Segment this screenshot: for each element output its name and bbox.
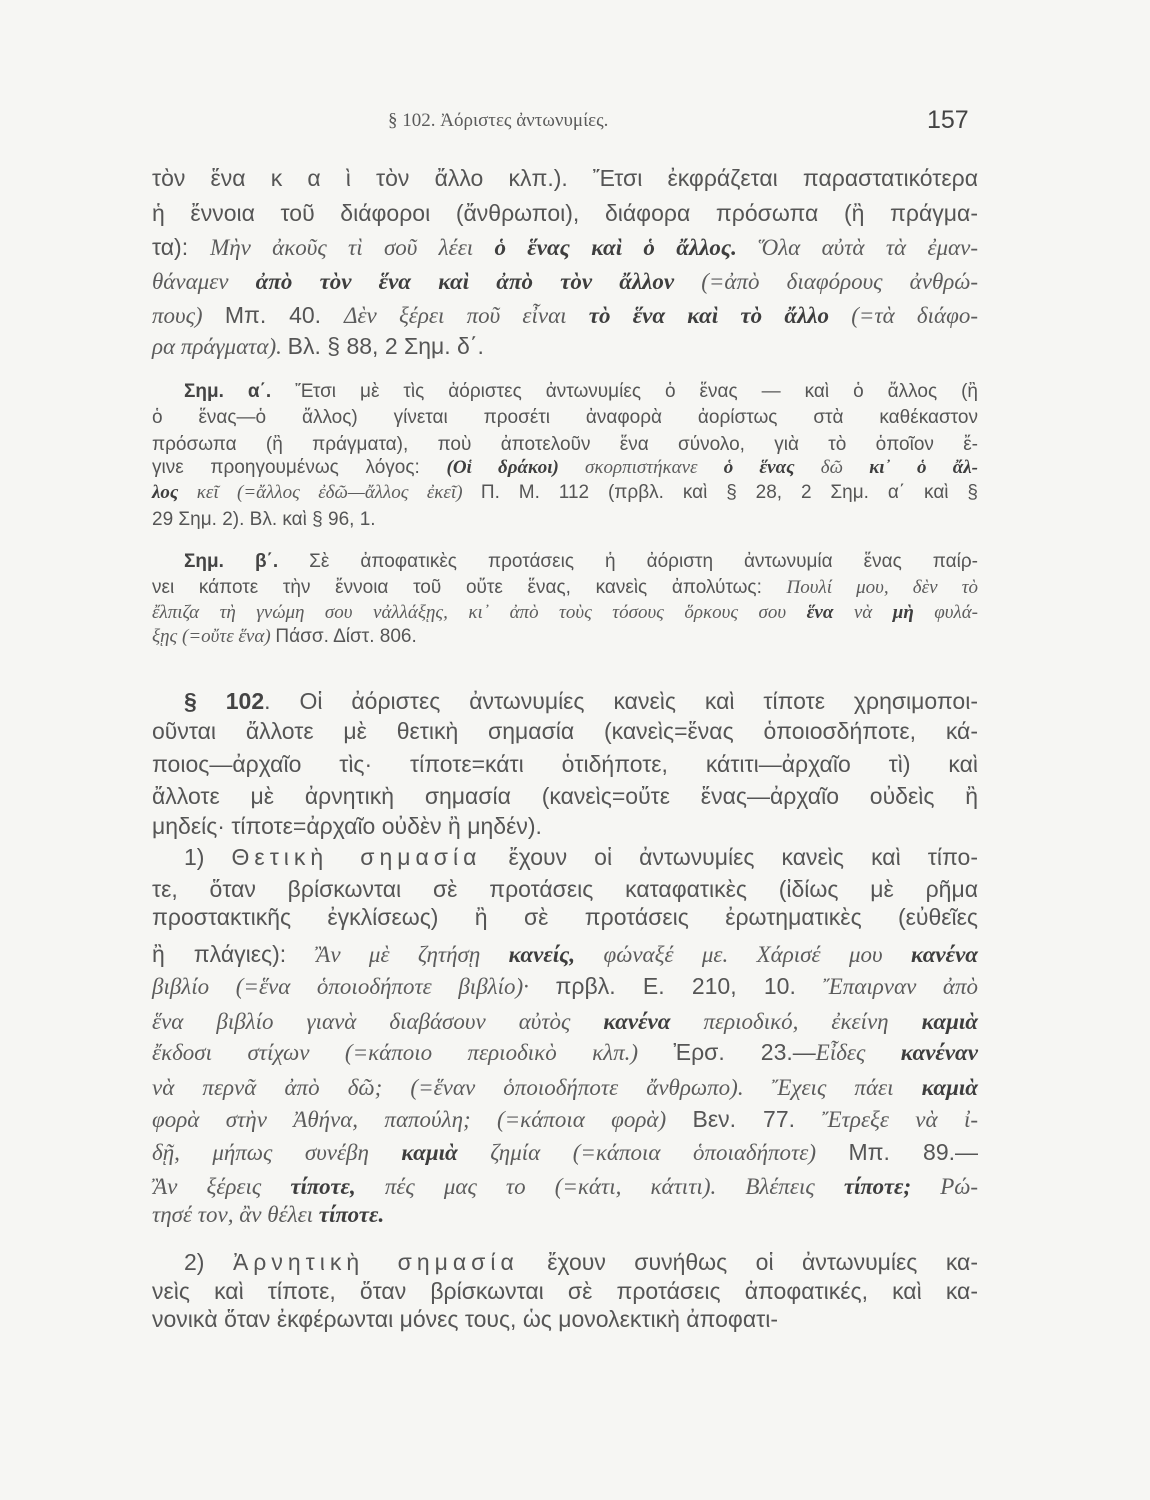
text-line bbox=[152, 941, 978, 969]
text-line bbox=[184, 844, 978, 872]
text-segment: πρβλ. Ε. 210, 10. bbox=[555, 973, 824, 999]
italic-text: θάναμεν bbox=[152, 269, 256, 294]
text-segment: τε, ὅταν βρίσκωνται σὲ προτάσεις καταφατικὲς (ἰδίως μὲ ρῆμα bbox=[152, 876, 978, 902]
italic-text: ἔκδοσι στίχων (=κάποιο περιοδικὸ κλπ.) bbox=[152, 1040, 674, 1065]
text-segment: τα): bbox=[152, 234, 211, 260]
text-segment: τὸν ἕνα κ α ὶ τὸν ἄλλο κλπ.). Ἔτσι ἐκφράζεται παραστατικότερα bbox=[152, 165, 978, 191]
bold-text: (Οἱ δράκοι) bbox=[446, 456, 586, 478]
italic-text: Δὲν ξέρει ποῦ εἶναι bbox=[343, 303, 589, 328]
bold-text: καμιὰ bbox=[921, 1009, 979, 1034]
note-line bbox=[152, 577, 978, 600]
italic-text: ζημία (=κάποια ὁποιαδήποτε) bbox=[490, 1140, 849, 1165]
note-line bbox=[152, 602, 978, 625]
bold-text: κι᾽ ὁ ἄλ- bbox=[869, 456, 978, 478]
text-line bbox=[152, 876, 978, 904]
italic-text: νὰ bbox=[853, 601, 893, 623]
italic-text: Ἔτρεξε νὰ ἰ- bbox=[822, 1107, 978, 1132]
text-line bbox=[152, 1008, 978, 1036]
text-line bbox=[152, 1278, 978, 1306]
italic-text: βιβλίο (=ἕνα ὁποιοδήποτε βιβλίο)· bbox=[152, 974, 556, 999]
italic-text: Ἂν ξέρεις bbox=[152, 1174, 291, 1199]
text-line bbox=[152, 1306, 978, 1334]
text-segment: Μπ. 89.— bbox=[848, 1139, 979, 1165]
italic-text: ρα πράγματα). bbox=[152, 334, 288, 359]
italic-text: φώναξέ με. Χάρισέ μου bbox=[603, 942, 911, 967]
note-line bbox=[152, 434, 978, 457]
running-header-title: § 102. Ἀόριστες ἀντωνυμίες. bbox=[388, 110, 609, 131]
text-segment: οῦνται ἄλλοτε μὲ θετικὴ σημασία (κανεὶς=ἕνας ὁποιοσδήποτε, κά- bbox=[152, 718, 978, 744]
text-line bbox=[152, 200, 978, 228]
text-line bbox=[152, 904, 978, 932]
text-segment: προστακτικῆς ἐγκλίσεως) ἢ σὲ προτάσεις ἐρωτηματικὲς (εὐθεῖες bbox=[152, 904, 978, 930]
text-segment: ἔχουν οἱ ἀντωνυμίες κανεὶς καὶ τίπο- bbox=[481, 844, 978, 870]
text-segment: Π. Μ. 112 (πρβλ. καὶ § 28, 2 Σημ. α΄ καὶ § bbox=[480, 481, 978, 503]
note-line bbox=[184, 381, 978, 404]
bold-text: τὸ ἕνα καὶ τὸ ἄλλο bbox=[588, 303, 852, 328]
italic-text: πές μας το (=κάτι, κάτιτι). Βλέπεις bbox=[384, 1174, 844, 1199]
text-segment: 2) bbox=[184, 1249, 233, 1275]
italic-text: τησέ τον, ἂν θέλει bbox=[152, 1202, 319, 1227]
text-segment: νει κάποτε τὴν ἔννοια τοῦ οὔτε ἕνας, κανεὶς ἀπολύτως: bbox=[152, 576, 787, 598]
text-line bbox=[152, 718, 978, 746]
text-line bbox=[152, 1201, 978, 1229]
italic-text: ἔλπιζα τὴ γνώμη σου νἀλλάξῃς, κι᾽ ἀπὸ τοὺς τόσους ὅρκους σου bbox=[152, 601, 807, 623]
text-segment: γινε προηγουμένως λόγος: bbox=[152, 456, 447, 478]
text-segment: Μπ. 40. bbox=[224, 302, 344, 328]
text-line bbox=[152, 1139, 978, 1167]
text-segment: Σὲ ἀποφατικὲς προτάσεις ἡ ἀόριστη ἀντωνυμία ἕνας παίρ- bbox=[309, 550, 978, 572]
text-segment: νεὶς καὶ τίποτε, ὅταν βρίσκωνται σὲ προτάσεις ἀποφατικές, καὶ κα- bbox=[152, 1278, 978, 1304]
text-segment: 1) bbox=[184, 844, 232, 870]
note-line bbox=[184, 551, 978, 574]
italic-text: Ρώ- bbox=[940, 1174, 978, 1199]
text-line bbox=[152, 1173, 978, 1201]
bold-text: τίποτε, bbox=[290, 1174, 385, 1199]
text-line bbox=[152, 302, 978, 330]
italic-text: δῇ, μήπως συνέβη bbox=[152, 1140, 402, 1165]
note-line bbox=[152, 482, 978, 505]
text-segment: Βλ. § 88, 2 Σημ. δ΄. bbox=[287, 333, 484, 359]
text-segment: Θετικὴ σημασία bbox=[231, 844, 482, 870]
text-segment: ἡ ἔννοια τοῦ διάφοροι (ἄνθρωποι), διάφορα πρόσωπα (ἢ πράγμα- bbox=[152, 200, 978, 226]
italic-text: Μὴν ἀκοῦς τὶ σοῦ λέει bbox=[210, 235, 495, 260]
text-line bbox=[152, 813, 978, 841]
italic-text: νὰ περνᾶ ἀπὸ δῶ; (=ἕναν ὁποιοδήποτε ἄνθρωπο). Ἔχεις πάει bbox=[152, 1075, 922, 1100]
page-number: 157 bbox=[927, 106, 969, 134]
italic-text: Ἔπαιρναν ἀπὸ bbox=[823, 974, 978, 999]
text-segment: ἄλλοτε μὲ ἀρνητικὴ σημασία (κανεὶς=οὔτε ἕνας—ἀρχαῖο οὐδεὶς ἢ bbox=[152, 783, 978, 809]
text-segment: ὁ ἕνας—ὁ ἄλλος) γίνεται προσέτι ἀναφορὰ ἀορίστως στὰ καθέκαστον bbox=[152, 406, 978, 428]
text-segment: Ἐρσ. 23.— bbox=[673, 1039, 816, 1065]
note-line bbox=[152, 626, 978, 649]
text-segment: νονικὰ ὅταν ἐκφέρωνται μόνες τους, ὡς μονολεκτικὴ ἀποφατι- bbox=[152, 1306, 778, 1332]
bold-text: Σημ. α΄. bbox=[184, 380, 296, 402]
bold-text: κανείς, bbox=[508, 942, 604, 967]
note-line bbox=[152, 407, 978, 430]
text-line bbox=[184, 688, 978, 716]
italic-text: ξῃς (=οὔτε ἕνα) bbox=[152, 625, 276, 647]
text-line bbox=[152, 333, 978, 361]
bold-text: λος bbox=[152, 481, 197, 503]
bold-text: μὴ bbox=[892, 601, 935, 623]
bold-text: ἕνα bbox=[806, 601, 854, 623]
italic-text: περιοδικό, ἐκείνη bbox=[703, 1009, 922, 1034]
text-line bbox=[184, 1249, 978, 1277]
italic-text: (=ἀπὸ διαφόρους ἀνθρώ- bbox=[701, 269, 978, 294]
note-line bbox=[152, 457, 978, 480]
bold-text: τίποτε. bbox=[318, 1202, 385, 1227]
text-segment: . Οἱ ἀόριστες ἀντωνυμίες κανεὶς καὶ τίποτε χρησιμοποι- bbox=[264, 688, 978, 714]
italic-text: (=τὰ διάφο- bbox=[851, 303, 978, 328]
bold-text: § 102 bbox=[184, 688, 265, 714]
text-segment: 29 Σημ. 2). Βλ. καὶ § 96, 1. bbox=[152, 508, 376, 530]
bold-text: Σημ. β΄. bbox=[184, 550, 310, 572]
bold-text: ἀπὸ τὸν ἕνα καὶ ἀπὸ τὸν ἄλλον bbox=[255, 269, 702, 294]
text-segment: Πάσσ. Δίστ. 806. bbox=[275, 625, 417, 647]
text-line bbox=[152, 1106, 978, 1134]
bold-text: καμιὰ bbox=[401, 1140, 491, 1165]
text-line bbox=[152, 973, 978, 1001]
bold-text: ὁ ἕνας bbox=[723, 456, 821, 478]
text-segment: μηδείς· τίποτε=ἀρχαῖο οὐδὲν ἢ μηδέν). bbox=[152, 813, 542, 839]
text-line bbox=[152, 1039, 978, 1067]
text-segment: πρόσωπα (ἢ πράγματα), ποὺ ἀποτελοῦν ἕνα σύνολο, γιὰ τὸ ὁποῖον ἔ- bbox=[152, 433, 978, 455]
text-line bbox=[152, 165, 978, 193]
italic-text: σκορπιστήκανε bbox=[585, 456, 724, 478]
text-line bbox=[152, 1074, 978, 1102]
note-line bbox=[152, 509, 978, 532]
text-segment: Ἀρνητικὴ σημασία bbox=[232, 1249, 519, 1275]
text-line bbox=[152, 268, 978, 296]
bold-text: τίποτε; bbox=[843, 1174, 941, 1199]
bold-text: ὁ ἕνας καὶ ὁ ἄλλος. bbox=[494, 235, 759, 260]
italic-text: φορὰ στὴν Ἀθήνα, παπούλη; (=κάποια φορὰ) bbox=[152, 1107, 693, 1132]
text-segment: ποιος—ἀρχαῖο τὶς· τίποτε=κάτι ὁτιδήποτε, κάτιτι—ἀρχαῖο τὶ) καὶ bbox=[152, 751, 978, 777]
text-line bbox=[152, 783, 978, 811]
text-segment: ἔχουν συνήθως οἱ ἀντωνυμίες κα- bbox=[518, 1249, 979, 1275]
italic-text: Ἂν μὲ ζητήσῃ bbox=[315, 942, 509, 967]
text-line bbox=[152, 234, 978, 262]
italic-text: Πουλί μου, δὲν τὸ bbox=[786, 576, 978, 598]
bold-text: κανένα bbox=[603, 1009, 704, 1034]
bold-text: καμιὰ bbox=[921, 1075, 978, 1100]
text-line bbox=[152, 751, 978, 779]
text-segment: Ἔτσι μὲ τὶς ἀόριστες ἀντωνυμίες ὁ ἕνας — καὶ ὁ ἄλλος (ἢ bbox=[295, 380, 978, 402]
italic-text: φυλά- bbox=[934, 601, 979, 623]
italic-text: δῶ bbox=[820, 456, 870, 478]
text-segment: ἢ πλάγιες): bbox=[152, 941, 316, 967]
italic-text: κεῖ (=ἄλλος ἐδῶ—ἄλλος ἐκεῖ) bbox=[196, 481, 481, 503]
bold-text: κανέναν bbox=[900, 1040, 978, 1065]
bold-text: κανένα bbox=[910, 942, 978, 967]
italic-text: ἕνα βιβλίο γιανὰ διαβάσουν αὐτὸς bbox=[152, 1009, 604, 1034]
italic-text: πους) bbox=[152, 303, 225, 328]
italic-text: Εἶδες bbox=[815, 1040, 901, 1065]
italic-text: Ὅλα αὐτὰ τὰ ἐμαν- bbox=[758, 235, 979, 260]
text-segment: Βεν. 77. bbox=[692, 1106, 823, 1132]
